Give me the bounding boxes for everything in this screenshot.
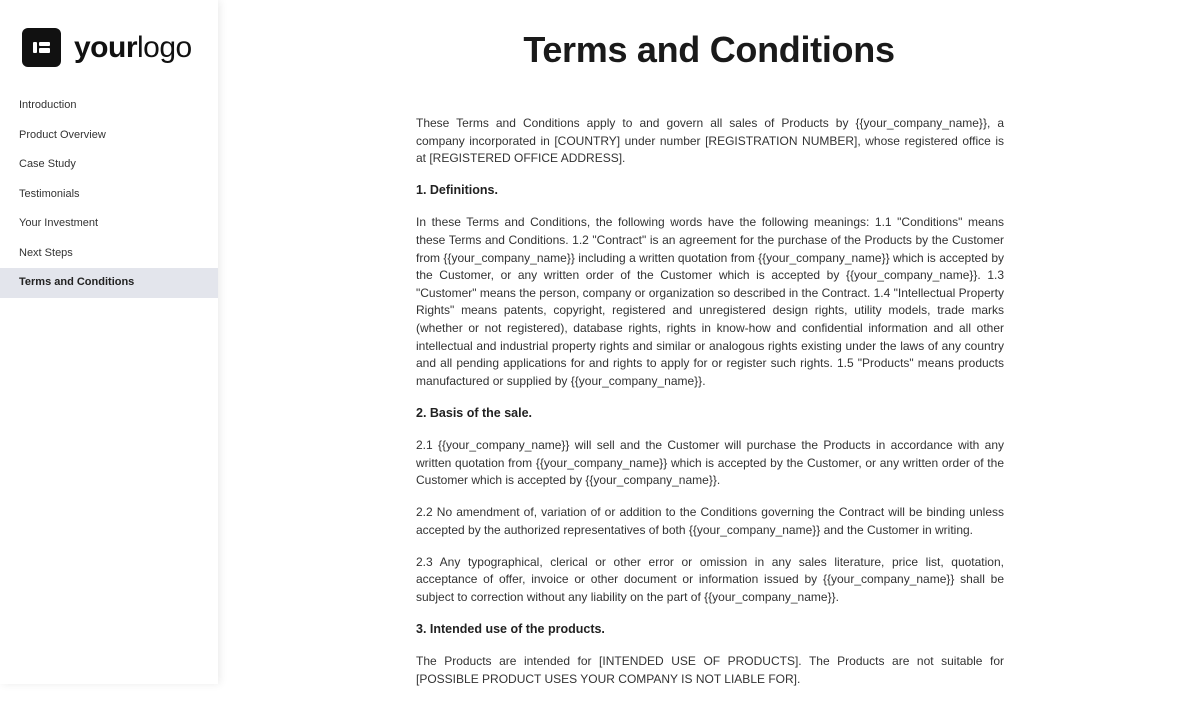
logo-text: yourlogo [74, 30, 192, 64]
paragraph: 2.3 Any typographical, clerical or other error or omission in any sales literature, price list, quotation, acceptance of offer, invoice or other document or information issued by {{your_company_name}} shall be subject to correction without any liability on the part of {{your_company_name}}. [416, 554, 1004, 605]
paragraph: 2.2 No amendment of, variation of or addition to the Conditions governing the Contract will be binding unless accepted by the authorized representatives of both {{your_company_name}} and the Customer in writing. [416, 505, 1004, 537]
sidebar-nav [0, 91, 218, 298]
sidebar-item-product-overview[interactable]: Product Overview [19, 128, 106, 141]
intro-paragraph: These Terms and Conditions apply to and govern all sales of Products by {{your_company_name}}, a company incorporated in [COUNTRY] under number [REGISTRATION NUMBER], whose registered office is at [REGISTERED OFFICE ADDRESS]. [416, 116, 1004, 166]
section-heading: 1. Definitions. [416, 183, 498, 198]
paragraph: 2.1 {{your_company_name}} will sell and the Customer will purchase the Products in accordance with any written quotation from {{your_company_name}} which is accepted by the Customer, or any written order of the Customer which is accepted by {{your_company_name}}. [416, 437, 1004, 488]
logo[interactable] [22, 28, 192, 67]
page-title: Terms and Conditions [523, 29, 895, 70]
paragraph: The Products are intended for [INTENDED USE OF PRODUCTS]. The Products are not suitable for [POSSIBLE PRODUCT USES YOUR COMPANY IS NOT LIABLE FOR]. [416, 654, 1004, 686]
section-heading: 2. Basis of the sale. [416, 405, 533, 420]
section-heading: 3. Intended use of the products. [416, 622, 605, 637]
sidebar-item-next-steps[interactable]: Next Steps [19, 246, 73, 259]
paragraph: In these Terms and Conditions, the following words have the following meanings: 1.1 "Conditions" means these Terms and Conditions. 1.2 "Contract" is an agreement for the purchase of the Products by the Customer from {{your_company_name}} including a written quotation from {{your_company_name}} which is accepted by the Customer, or any written order of the Customer which is accepted by {{your_company_name}}. 1.3 "Customer" means the person, company or organization so described in the Contract. 1.4 "Intellectual Property Rights" means patents, copyright, registered and unregistered design rights, utility models, trade marks (whether or not registered), database rights, rights in know-how and confidential information and all other intellectual and industrial property rights and similar or analogous rights existing under the laws of any country and all pending applications for and rights to apply for or register such rights. 1.5 "Products" means products manufactured or supplied by {{your_company_name}}. [416, 215, 1004, 388]
sidebar-item-your-investment[interactable]: Your Investment [19, 217, 99, 229]
logo-icon [22, 28, 61, 67]
sidebar-item-introduction[interactable]: Introduction [19, 99, 77, 111]
main-content [218, 0, 1200, 684]
sidebar-item-terms-and-conditions[interactable]: Terms and Conditions [0, 268, 218, 298]
sidebar-item-testimonials[interactable]: Testimonials [19, 187, 80, 200]
sidebar [0, 0, 218, 684]
sidebar-item-case-study[interactable]: Case Study [19, 158, 76, 170]
terms-body [416, 115, 1004, 703]
